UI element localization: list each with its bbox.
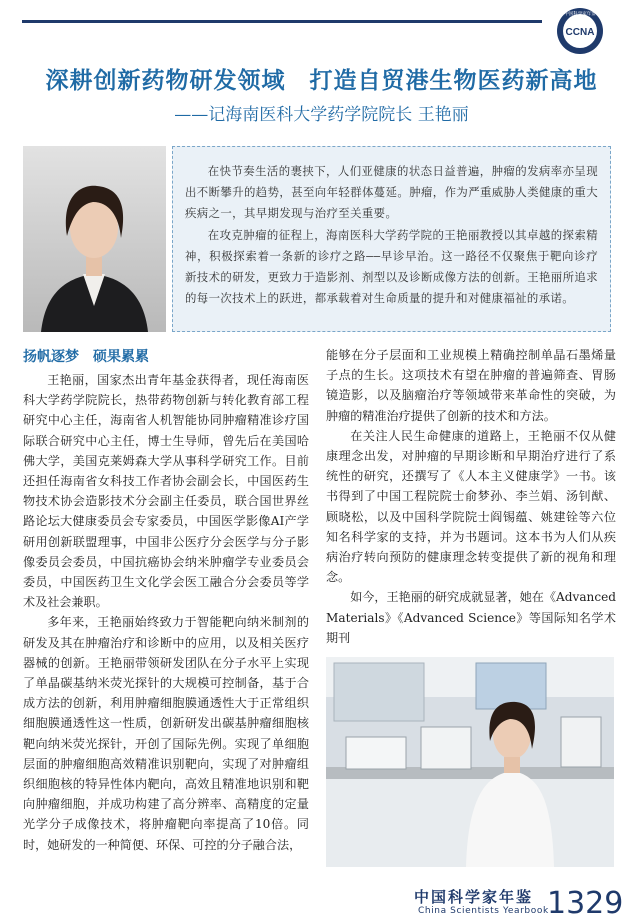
laboratory-photo <box>326 657 614 867</box>
right-column <box>326 345 616 648</box>
portrait-photo <box>23 146 166 332</box>
body-paragraph: 王艳丽，国家杰出青年基金获得者，现任海南医科大学药学院院长，热带药物创新与转化教育部工程研究中心主任，海南省人机智能协同肿瘤精准诊疗国际联合研究中心主任，博士生导师，曾先后在美国哈佛大学，美国克莱姆森大学从事科学研究工作。目前还担任海南省女科技工作者协会副会长，中国医药生物技术协会造影技术分会副主任委员，联合国世界丝路论坛大健康委员会专家委员，中国医学影像AI产学研用创新联盟理事，中国非公医疗分会医学与分子影像委员会委员，中国抗癌协会纳米肿瘤学专业委员会委员，中国医药卫生文化学会医工融合分会委员等学术及社会兼职。 <box>23 373 309 610</box>
body-paragraph: 多年来，王艳丽始终致力于智能靶向纳米制剂的研发及其在肿瘤治疗和诊断中的应用，以及相关医疗器械的创新。王艳丽带领研发团队在分子水平上实现了单晶碳基纳米荧光探针的大规模可控制备，基于合成方法的创新，利用肿瘤细胞膜通透性大于正常组织细胞膜通透性这一性质，创新研发出碳基肿瘤细胞核靶向纳米荧光探针，开创了国际先例。实现了单细胞层面的肿瘤细胞高效精准识别靶向，实现了对肿瘤组织细胞核的特异性体内靶向，高效且精准地识别和靶向肿瘤细胞，并成功构建了高分辨率、高精度的定量光学分子成像技术，将肿瘤靶向率提高了10倍。同时，她研发的一种简便、环保、可控的分子融合法， <box>23 615 309 852</box>
body-paragraph: 能够在分子层面和工业规模上精确控制单晶石墨烯量子点的生长。这项技术有望在肿瘤的普遍筛查、胃肠镜造影，以及脑瘤治疗等领域带来革命性的突破，为肿瘤的精准治疗提供了创新的技术和方法。 <box>326 348 616 423</box>
header-rule <box>22 20 542 23</box>
ccna-logo <box>555 6 605 56</box>
page-number: 1329 <box>547 886 624 921</box>
section-heading: 扬帆逐梦 硕果累累 <box>23 349 149 365</box>
intro-paragraph: 在攻克肿瘤的征程上，海南医科大学药学院的王艳丽教授以其卓越的探索精神，积极探索着一条新的诊疗之路——早诊早治。这一路径不仅聚焦于靶向诊疗新技术的研发，更致力于造影剂、剂型以及诊断成像方法的创新。王艳丽所追求的每一次技术上的跃进，都承载着对生命质量的提升和对健康福祉的承诺。 <box>185 228 598 305</box>
footer-journal-en: China Scientists Yearbook <box>418 906 549 916</box>
article-title: 深耕创新药物研发领域 打造自贸港生物医药新高地 <box>45 67 598 94</box>
footer-journal-cn: 中国科学家年鉴 <box>414 888 534 906</box>
logo-ring-text: 中国科学家年鉴 <box>564 12 596 17</box>
intro-box <box>172 146 611 332</box>
left-column <box>23 370 309 855</box>
intro-paragraph: 在快节奏生活的裹挟下，人们亚健康的状态日益普遍，肿瘤的发病率亦呈现出不断攀升的趋势，甚至向年轻群体蔓延。肿瘤，作为严重威胁人类健康的重大疾病之一，其早期发现与治疗至关重要。 <box>185 164 598 220</box>
body-paragraph: 在关注人民生命健康的道路上，王艳丽不仅从健康理念出发，对肿瘤的早期诊断和早期治疗进行了系统性的研究，还撰写了《人本主义健康学》一书。该书得到了中国工程院院士俞梦孙、李兰娟、汤钊猷、顾晓松，以及中国科学院院士阎锡蕴、姚建铨等六位知名科学家的支持，并为书题词。这本书为人们从疾病治疗转向预防的健康理念转变提供了新的视角和理念。 <box>326 428 616 585</box>
logo-text: CCNA <box>565 27 595 38</box>
body-paragraph: 如今，王艳丽的研究成就显著，她在《Advanced Materials》《Advanced Science》等国际知名学术期刊 <box>326 590 616 645</box>
article-subtitle: ——记海南医科大学药学院院长 王艳丽 <box>174 105 469 125</box>
